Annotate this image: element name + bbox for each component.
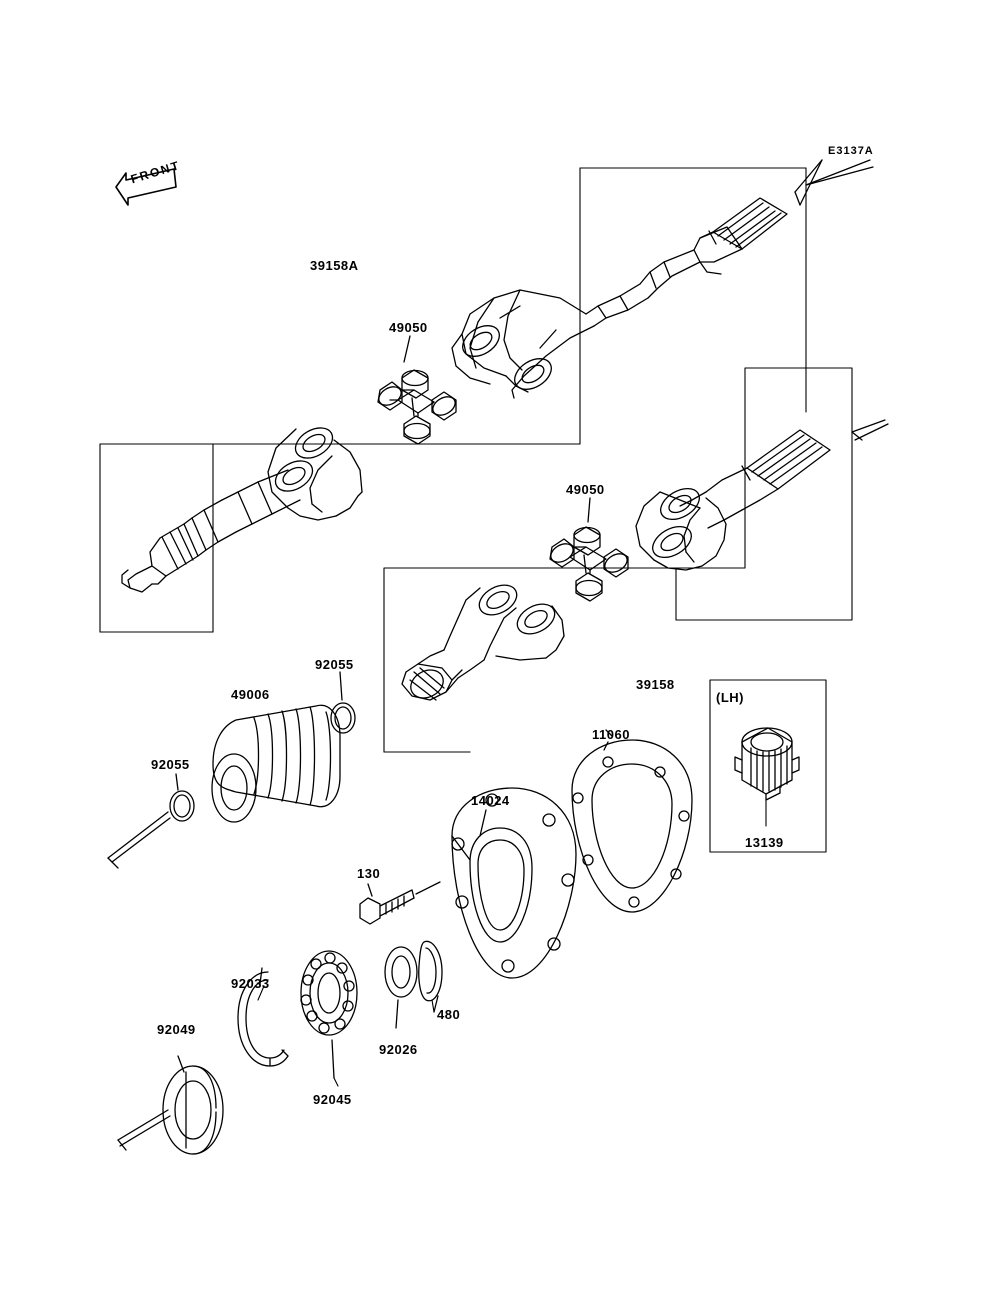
shim-92026 [385, 947, 417, 1028]
inset-label-lh: (LH) [716, 690, 744, 705]
reference-code: E3137A [828, 145, 874, 157]
leader-49050-middle [588, 498, 590, 522]
part-label-49050-upper: 49050 [389, 320, 428, 335]
u-joint-cross-upper [376, 370, 459, 444]
housing-14024 [452, 788, 576, 978]
yoke-splined-socket [402, 579, 564, 703]
part-label-49006: 49006 [231, 687, 270, 702]
o-ring-92055-top [331, 672, 355, 733]
oil-seal-92049 [163, 1066, 223, 1154]
group-box-39158 [384, 368, 852, 752]
front-direction-badge [112, 157, 183, 211]
part-label-92049: 92049 [157, 1022, 196, 1037]
part-label-39158A: 39158A [310, 258, 359, 273]
part-label-92055-upper: 92055 [315, 657, 354, 672]
o-ring-92055-left [170, 774, 194, 821]
leader-lower-left [108, 812, 170, 868]
ball-bearing-92045 [301, 951, 357, 1078]
drive-shaft-middle-right [636, 430, 830, 570]
snap-ring-480 [419, 941, 442, 1012]
front-badge-label: FRONT [129, 157, 183, 187]
reference-leader-lines [795, 160, 873, 205]
part-label-92033: 92033 [231, 976, 270, 991]
part-label-130: 130 [357, 866, 381, 881]
drive-shaft-upper-right [452, 198, 787, 398]
boot-49006 [212, 705, 340, 822]
bolt-130 [360, 882, 440, 924]
inset-hub-13139 [710, 680, 826, 852]
part-label-39158: 39158 [636, 677, 675, 692]
leader-39158-right [852, 420, 888, 440]
part-label-11060: 11060 [592, 727, 630, 742]
part-label-14024: 14024 [471, 793, 510, 808]
leader-49050-top [404, 336, 410, 362]
part-label-92026: 92026 [379, 1042, 418, 1057]
part-label-480: 480 [437, 1007, 461, 1022]
drive-shaft-upper-left [122, 422, 362, 592]
part-label-49050-middle: 49050 [566, 482, 605, 497]
leader-92049 [118, 1110, 170, 1150]
leader-11060 [604, 742, 608, 750]
u-joint-cross-middle [548, 527, 631, 601]
gasket-11060 [572, 730, 692, 912]
part-label-13139: 13139 [745, 835, 784, 850]
part-label-92045: 92045 [313, 1092, 352, 1107]
part-label-92055-left: 92055 [151, 757, 190, 772]
